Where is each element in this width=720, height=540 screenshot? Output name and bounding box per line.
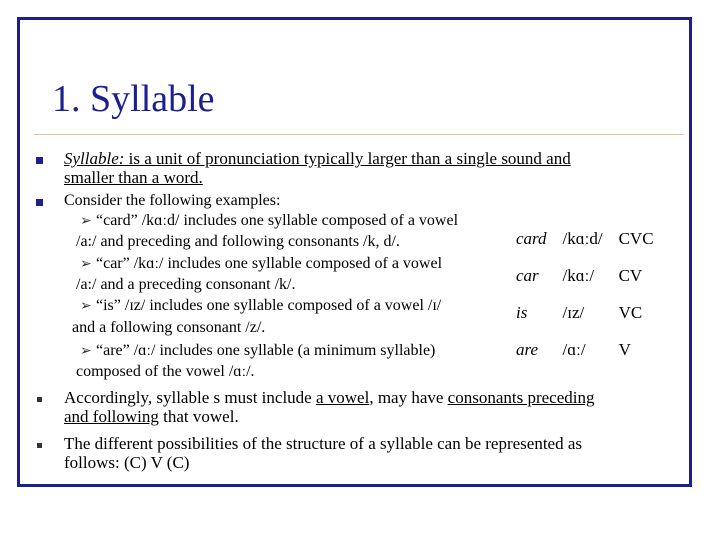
examples-intro: Consider the following examples: [64, 192, 281, 209]
conclusion-line1 [64, 388, 595, 407]
word-cell: are [516, 339, 539, 359]
conclusion-line2 [64, 407, 239, 426]
structure-line2: follows: (C) V (C) [64, 453, 190, 472]
word-cell: is [516, 302, 528, 322]
table-row [508, 220, 662, 257]
text-span: consonants preceding [447, 388, 595, 407]
pattern-cell: CVC [618, 228, 654, 248]
example-car-line2: /a:/ and a preceding consonant /k/. [76, 276, 296, 293]
bullet-small-square [37, 443, 42, 448]
text-span: Accordingly, syllable s must include [64, 388, 316, 407]
example-are-line2: composed of the vowel /ɑː/. [76, 363, 255, 380]
text-span: , may have [369, 388, 448, 407]
arrow-bullet-icon: ➢ [80, 214, 92, 229]
example-card-line1: “card” /kɑːd/ includes one syllable composed of a vowel [96, 212, 459, 229]
table-row [508, 257, 662, 294]
example-is-line2: and a following consonant /z/. [72, 319, 266, 336]
slide-title: 1. Syllable [52, 78, 215, 120]
arrow-bullet-icon: ➢ [80, 299, 92, 314]
ipa-cell: /ɪz/ [562, 302, 585, 322]
definition-text: is a unit of pronunciation typically larger than a single sound and [124, 149, 571, 168]
word-cell: card [516, 228, 547, 248]
text-span: a vowel [315, 388, 370, 407]
pattern-cell: V [618, 339, 631, 359]
definition-line1 [64, 149, 571, 168]
term: Syllable: [64, 149, 125, 168]
word-cell: car [516, 265, 539, 285]
ipa-cell: /kɑːd/ [562, 228, 603, 248]
ipa-cell: /ɑː/ [562, 339, 586, 359]
structure-line1: The different possibilities of the structure of a syllable can be represented as [64, 434, 583, 453]
bullet-square [36, 199, 43, 206]
table-row [508, 294, 662, 331]
pattern-cell: VC [618, 302, 643, 322]
pattern-cell: CV [618, 265, 643, 285]
example-card-line2: /a:/ and preceding and following consonants /k, d/. [76, 233, 400, 250]
arrow-bullet-icon: ➢ [80, 344, 92, 359]
table-row [508, 331, 662, 368]
ipa-cell: /kɑː/ [562, 265, 595, 285]
example-car-line1: “car” /kɑː/ includes one syllable composed of a vowel [96, 255, 443, 272]
examples-table [508, 220, 662, 368]
text-span: that vowel. [158, 407, 239, 426]
definition-line2: smaller than a word. [64, 168, 203, 187]
bullet-square [36, 157, 43, 164]
example-is-line1: “is” /ɪz/ includes one syllable composed of a vowel /ɪ/ [96, 297, 442, 314]
arrow-bullet-icon: ➢ [80, 257, 92, 272]
bullet-small-square [37, 397, 42, 402]
title-divider [34, 134, 684, 135]
text-span: and following [64, 407, 159, 426]
example-are-line1: “are” /ɑː/ includes one syllable (a minimum syllable) [96, 342, 436, 359]
